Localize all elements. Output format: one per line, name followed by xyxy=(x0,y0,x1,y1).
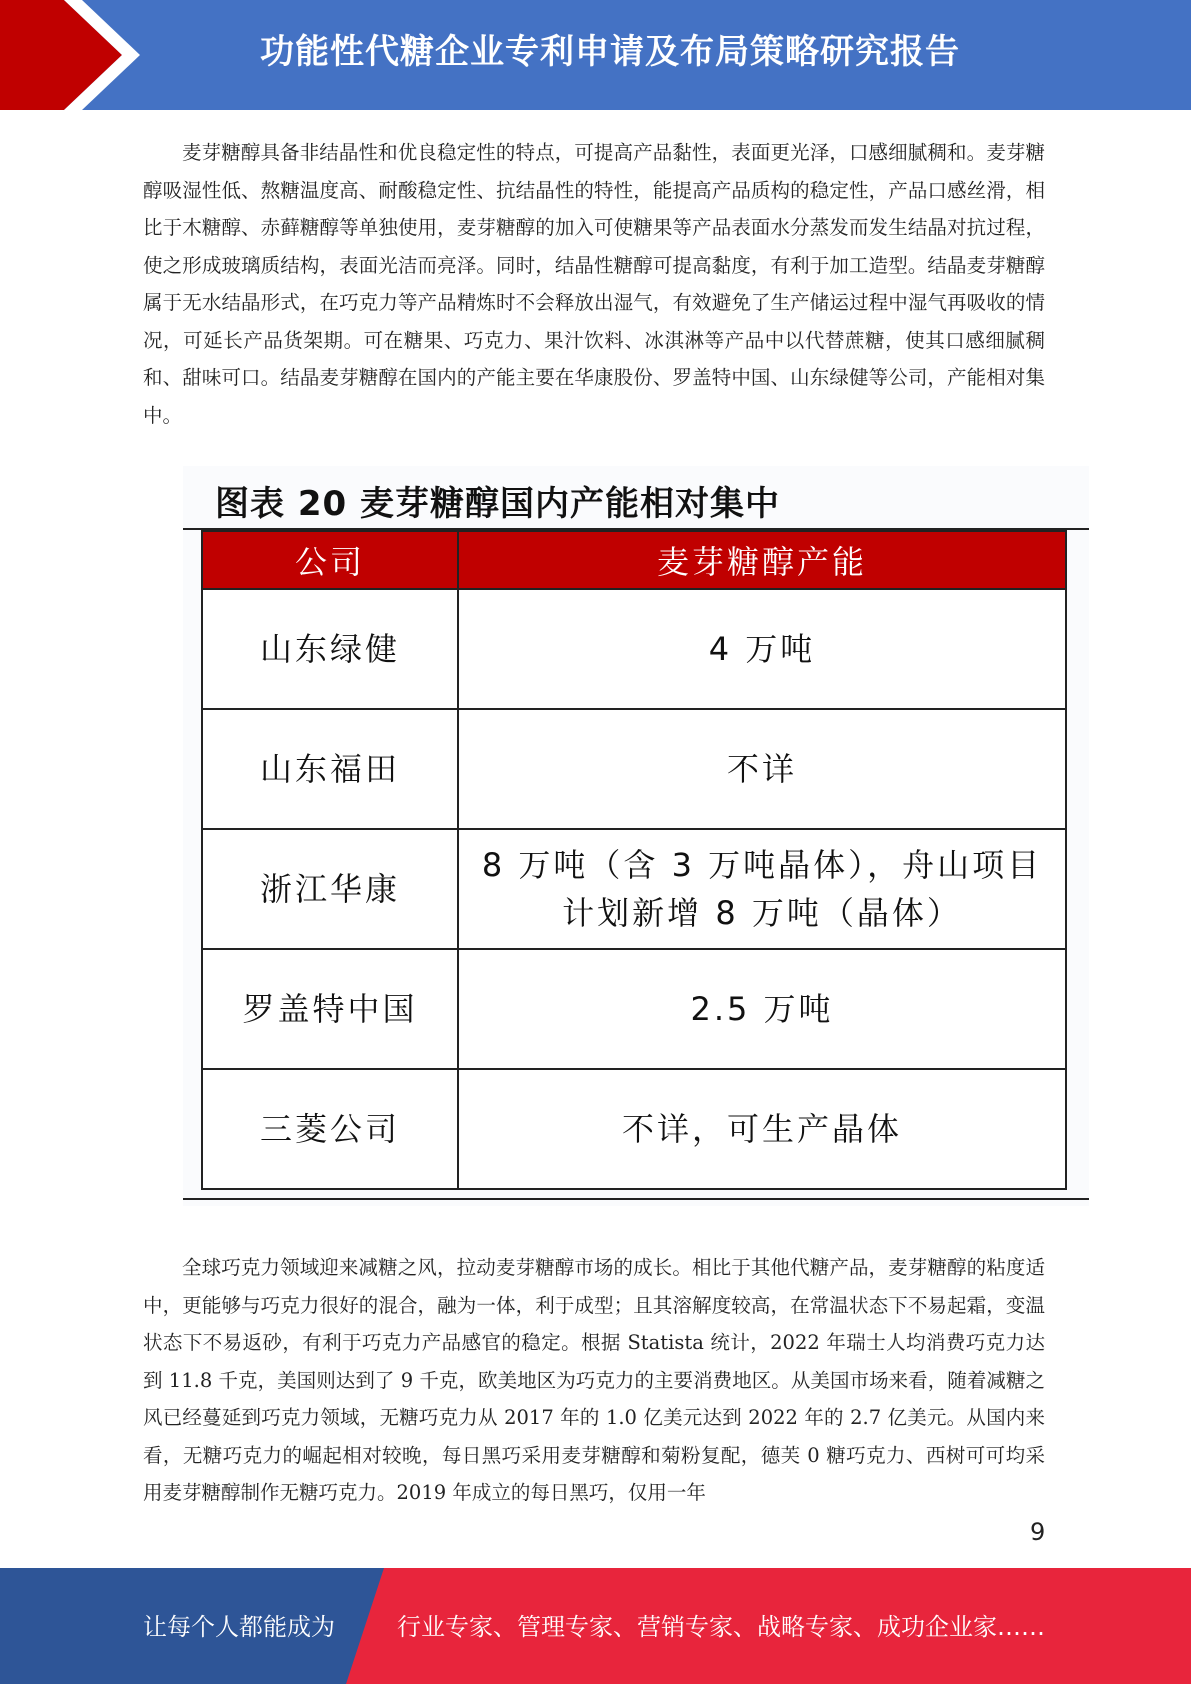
company-cell: 山东福田 xyxy=(202,709,458,829)
figure-caption: 图表 20 麦芽糖醇国内产能相对集中 xyxy=(215,484,780,524)
figure-bottom-rule xyxy=(183,1198,1089,1200)
company-cell: 浙江华康 xyxy=(202,829,458,949)
column-header-capacity: 麦芽糖醇产能 xyxy=(458,531,1066,589)
report-title: 功能性代糖企业专利申请及布局策略研究报告 xyxy=(260,32,960,72)
table-row xyxy=(202,589,1066,709)
footer-slogan-right: 行业专家、管理专家、营销专家、战略专家、成功企业家…… xyxy=(397,1613,1045,1641)
table-row xyxy=(202,829,1066,949)
capacity-cell: 不详，可生产晶体 xyxy=(458,1069,1066,1189)
capacity-cell: 8 万吨（含 3 万吨晶体），舟山项目计划新增 8 万吨（晶体） xyxy=(458,829,1066,949)
body-paragraph-2: 全球巧克力领域迎来减糖之风，拉动麦芽糖醇市场的成长。相比于其他代糖产品，麦芽糖醇的粘度适中，更能够与巧克力很好的混合，融为一体，利于成型；且其溶解度较高，在常温状态下不易起霜，变温状态下不易返砂，有利于巧克力产品感官的稳定。根据 Statista 统计，2022 年瑞士人均消费巧克力达到 11.8 千克，美国则达到了 9 千克，欧美地区为巧克力的主要消费地区。从美国市场来看，随着减糖之风已经蔓延到巧克力领域，无糖巧克力从 2017 年的 1.0 亿美元达到 2022 年的 2.7 亿美元。从国内来看，无糖巧克力的崛起相对较晚，每日黑巧采用麦芽糖醇和菊粉复配，德芙 0 糖巧克力、西树可可均采用麦芽糖醇制作无糖巧克力。2019 年成立的每日黑巧，仅用一年 xyxy=(143,1256,1045,1504)
table-row xyxy=(202,949,1066,1069)
footer-slogan-left: 让每个人都能成为 xyxy=(143,1613,335,1641)
column-header-company: 公司 xyxy=(202,531,458,589)
company-cell: 罗盖特中国 xyxy=(202,949,458,1069)
table-header-row xyxy=(202,531,1066,589)
header-arrow-decoration xyxy=(0,0,160,110)
capacity-cell: 2.5 万吨 xyxy=(458,949,1066,1069)
table-row xyxy=(202,709,1066,829)
capacity-cell: 4 万吨 xyxy=(458,589,1066,709)
body-paragraph-1: 麦芽糖醇具备非结晶性和优良稳定性的特点，可提高产品黏性，表面更光泽，口感细腻稠和。麦芽糖醇吸湿性低、熬糖温度高、耐酸稳定性、抗结晶性的特性，能提高产品质构的稳定性，产品口感丝滑，相比于木糖醇、赤藓糖醇等单独使用，麦芽糖醇的加入可使糖果等产品表面水分蒸发而发生结晶对抗过程，使之形成玻璃质结构，表面光洁而亮泽。同时，结晶性糖醇可提高黏度，有利于加工造型。结晶麦芽糖醇属于无水结晶形式，在巧克力等产品精炼时不会释放出湿气，有效避免了生产储运过程中湿气再吸收的情况，可延长产品货架期。可在糖果、巧克力、果汁饮料、冰淇淋等产品中以代替蔗糖，使其口感细腻稠和、甜味可口。结晶麦芽糖醇在国内的产能主要在华康股份、罗盖特中国、山东绿健等公司，产能相对集中。 xyxy=(143,141,1045,427)
capacity-cell: 不详 xyxy=(458,709,1066,829)
table-row xyxy=(202,1069,1066,1189)
figure-table xyxy=(183,466,1089,1206)
page-number: 9 xyxy=(1030,1518,1046,1546)
company-cell: 山东绿健 xyxy=(202,589,458,709)
page-header xyxy=(0,0,1191,110)
page-footer xyxy=(0,1568,1191,1684)
company-cell: 三菱公司 xyxy=(202,1069,458,1189)
capacity-table xyxy=(201,530,1067,1190)
